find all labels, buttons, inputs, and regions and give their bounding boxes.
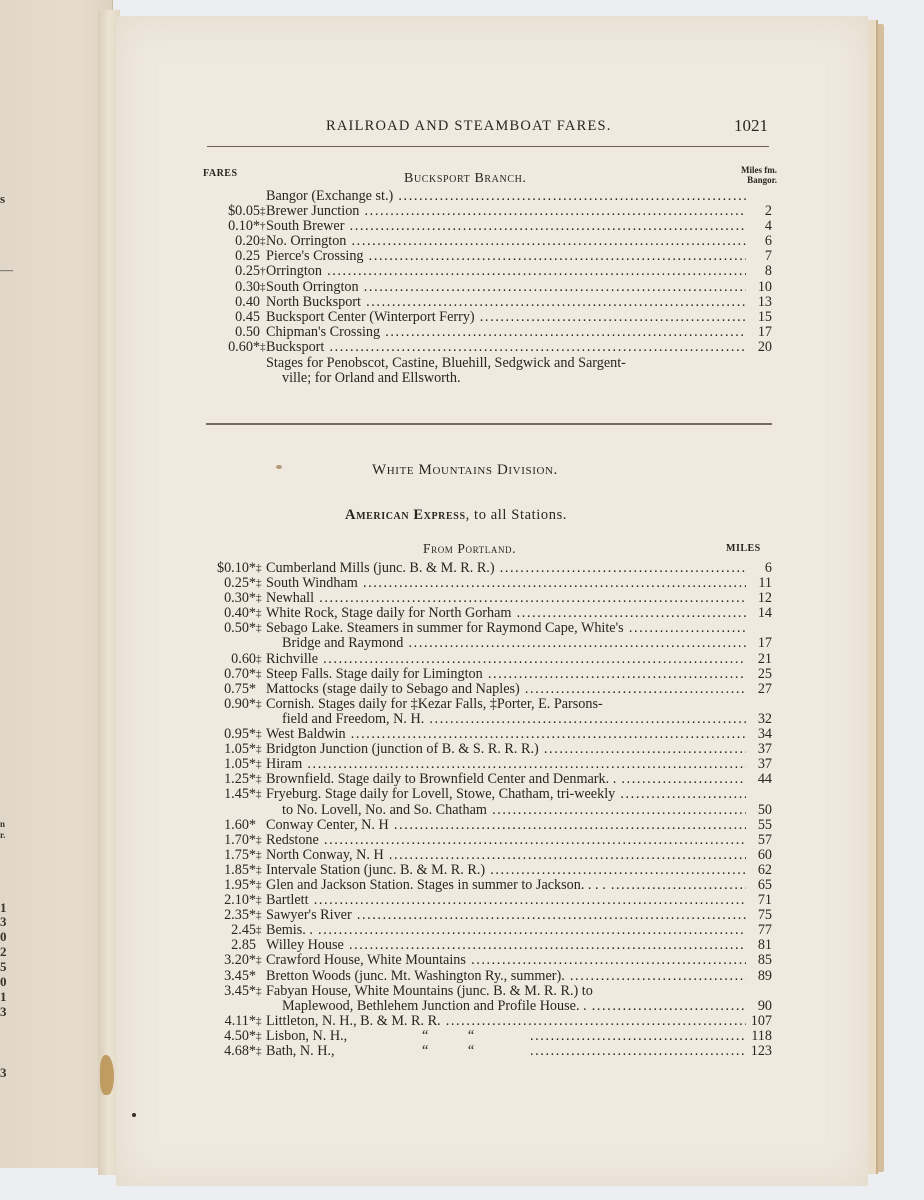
- miles-value: 118: [751, 1027, 772, 1044]
- fare-row: [200, 280, 772, 295]
- fare-amount: 4.50*: [224, 1027, 256, 1044]
- fare-row: [200, 295, 772, 310]
- fare-amount: 1.25*: [224, 771, 256, 788]
- station-name: Bridge and Raymond .....: [282, 636, 746, 651]
- station-mark: ‡: [256, 622, 262, 635]
- fare-amount: 0.40: [235, 293, 260, 310]
- miles-value: 10: [757, 278, 772, 295]
- fare-amount: 4.11*: [224, 1012, 256, 1029]
- left-page-fragment: 5: [0, 959, 7, 974]
- fare-amount: 3.45*: [224, 967, 256, 984]
- fare-row: [200, 727, 772, 742]
- station-mark: ‡: [256, 743, 262, 756]
- station-name: Mattocks (stage daily to Sebago and Naples) .....: [266, 682, 746, 697]
- miles-value: 77: [757, 922, 772, 939]
- station-name: West Baldwin .....: [266, 727, 746, 742]
- station-name: Maplewood, Bethlehem Junction and Profile House. . .....: [282, 999, 746, 1014]
- miles-value: 25: [757, 665, 772, 682]
- station-mark: †: [260, 265, 266, 278]
- station-name: Steep Falls. Stage daily for Limington .....: [266, 667, 746, 682]
- station-mark: ‡: [256, 652, 262, 665]
- miles-value: 65: [757, 876, 772, 893]
- express-detail: , to all Stations.: [465, 507, 568, 523]
- fare-amount: 0.45: [235, 308, 260, 325]
- station-mark: †: [260, 220, 266, 233]
- fare-amount: 0.60: [231, 650, 256, 667]
- miles-value: 20: [757, 338, 772, 355]
- fare-row: [200, 340, 772, 355]
- station-mark: ‡: [256, 758, 262, 771]
- miles-value: 89: [757, 967, 772, 984]
- fare-amount: 2.85: [231, 937, 256, 954]
- station-name: No. Orrington .....: [266, 234, 746, 249]
- fare-row: [200, 591, 772, 606]
- left-facing-page: [0, 0, 113, 1168]
- miles-value: 37: [757, 741, 772, 758]
- station-name: Sawyer's River .....: [266, 908, 746, 923]
- left-page-fragment: 1: [0, 900, 7, 915]
- bucksport-note: [200, 356, 772, 386]
- fare-row: [200, 984, 772, 999]
- miles-value: 57: [757, 831, 772, 848]
- ditto-marks: “ “: [422, 1043, 493, 1059]
- station-name: Crawford House, White Mountains .....: [266, 953, 746, 968]
- fare-amount: 0.60*: [228, 338, 260, 355]
- station-mark: ‡: [260, 280, 266, 293]
- bucksport-fare-table: [200, 189, 772, 355]
- fare-row: [200, 742, 772, 757]
- station-name: Richville .....: [266, 652, 746, 667]
- station-name: Redstone .....: [266, 833, 746, 848]
- station-mark: ‡: [256, 607, 262, 620]
- fare-row: [200, 606, 772, 621]
- fare-row: [200, 561, 772, 576]
- white-mountains-fare-table: [200, 561, 772, 1059]
- leader-dots: [530, 1044, 746, 1059]
- paper-speck: [132, 1113, 136, 1117]
- fare-row: [200, 803, 772, 818]
- fare-amount: 0.90*: [224, 695, 256, 712]
- miles-value: 75: [757, 907, 772, 924]
- fare-row: [200, 969, 772, 984]
- from-portland-label: From Portland.: [423, 541, 517, 556]
- station-name: South Brewer .....: [266, 219, 746, 234]
- fare-amount: 0.30*: [224, 590, 256, 607]
- station-mark: ‡: [256, 909, 262, 922]
- fare-amount: 0.75*: [224, 680, 256, 697]
- station-mark: ‡: [256, 924, 262, 937]
- miles-value: 62: [757, 861, 772, 878]
- station-name: Bucksport Center (Winterport Ferry) .....: [266, 310, 746, 325]
- miles-value: 17: [757, 635, 772, 652]
- fare-amount: 2.35*: [224, 907, 256, 924]
- station-name: Sebago Lake. Steamers in summer for Raymond Cape, White's .....: [266, 621, 746, 636]
- fare-row: [200, 878, 772, 893]
- station-name: Bangor (Exchange st.) .....: [266, 189, 746, 204]
- left-page-fragment: 0: [0, 929, 7, 944]
- fare-row: [200, 667, 772, 682]
- station-mark: ‡: [256, 1014, 262, 1027]
- fares-column-label: FARES: [203, 168, 238, 179]
- left-page-fragment: —: [0, 262, 13, 277]
- note-line: ville; for Orland and Ellsworth.: [282, 371, 461, 386]
- station-name: Lisbon, N. H.,: [266, 1028, 348, 1044]
- left-page-fragment: 3: [0, 1004, 7, 1019]
- miles-value: 15: [757, 308, 772, 325]
- station-mark: ‡: [256, 1045, 262, 1057]
- station-name: Intervale Station (junc. B. & M. R. R.) .....: [266, 863, 746, 878]
- fare-row: [200, 818, 772, 833]
- fare-row: [200, 757, 772, 772]
- station-name: Willey House .....: [266, 938, 746, 953]
- fare-row: [200, 1014, 772, 1029]
- fare-row: [200, 189, 772, 204]
- station-mark: ‡: [256, 878, 262, 891]
- fare-row: [200, 204, 772, 219]
- section-divider: [206, 423, 772, 425]
- miles-value: 7: [764, 248, 772, 265]
- fare-row: [200, 908, 772, 923]
- station-mark: ‡: [256, 1029, 262, 1042]
- miles-label-line: Bangor.: [747, 175, 777, 185]
- station-mark: ‡: [256, 667, 262, 680]
- fare-amount: 0.70*: [224, 665, 256, 682]
- miles-value: 44: [757, 771, 772, 788]
- station-name: to No. Lovell, No. and So. Chatham .....: [282, 803, 746, 818]
- miles-value: 107: [750, 1012, 772, 1029]
- station-mark: ‡: [256, 773, 262, 786]
- miles-value: 60: [757, 846, 772, 863]
- fare-row: [200, 621, 772, 636]
- station-name: Newhall .....: [266, 591, 746, 606]
- miles-value: 71: [757, 892, 772, 909]
- miles-value: 2: [764, 203, 772, 220]
- station-mark: ‡: [256, 577, 262, 590]
- station-name: Brewer Junction .....: [266, 204, 746, 219]
- fare-row: [200, 999, 772, 1014]
- fare-amount: 4.68*: [224, 1043, 256, 1059]
- miles-value: 13: [757, 293, 772, 310]
- station-name: Bretton Woods (junc. Mt. Washington Ry., summer). .....: [266, 969, 746, 984]
- station-name: South Orrington .....: [266, 280, 746, 295]
- fare-row: [200, 953, 772, 968]
- station-mark: ‡: [256, 788, 262, 801]
- fare-amount: 1.60*: [224, 816, 256, 833]
- fare-amount: 1.05*: [224, 756, 256, 773]
- fare-amount: 1.45*: [224, 786, 256, 803]
- station-mark: ‡: [256, 728, 262, 741]
- white-mountains-division-title: White Mountains Division.: [372, 462, 558, 478]
- fare-row: [200, 863, 772, 878]
- left-page-fragment: r.: [0, 830, 6, 840]
- fare-amount: 0.50*: [224, 620, 256, 637]
- fare-row: [200, 848, 772, 863]
- fare-row: [200, 576, 772, 591]
- miles-value: 17: [757, 323, 772, 340]
- station-mark: ‡: [256, 833, 262, 846]
- ditto-marks: “ “: [422, 1027, 493, 1044]
- fare-row: [200, 682, 772, 697]
- station-name: Fabyan House, White Mountains (junc. B. & M. R. R.) to: [266, 983, 593, 999]
- fare-amount: 1.95*: [224, 876, 256, 893]
- fare-amount: 2.45: [231, 922, 256, 939]
- left-page-fragment: 1: [0, 989, 7, 1004]
- fare-amount: 0.30: [235, 278, 260, 295]
- miles-column-label: MILES: [726, 543, 761, 554]
- fare-amount: 1.05*: [224, 741, 256, 758]
- paper-stain: [100, 1055, 114, 1095]
- left-page-fragment: n: [0, 819, 6, 829]
- station-name: Hiram .....: [266, 757, 746, 772]
- left-page-fragment: 0: [0, 974, 7, 989]
- miles-value: 27: [757, 680, 772, 697]
- note-line: Stages for Penobscot, Castine, Bluehill, Sedgwick and Sargent-: [266, 356, 626, 371]
- fare-row: [200, 310, 772, 325]
- station-name: Bartlett .....: [266, 893, 746, 908]
- station-name: Fryeburg. Stage daily for Lovell, Stowe, Chatham, tri-weekly .....: [266, 787, 746, 802]
- station-mark: ‡: [256, 984, 262, 997]
- fare-row: [200, 893, 772, 908]
- station-name: Glen and Jackson Station. Stages in summer to Jackson. . . . .....: [266, 878, 746, 893]
- miles-value: 4: [764, 218, 772, 235]
- fare-row: [200, 1044, 772, 1059]
- miles-value: 6: [764, 560, 772, 576]
- miles-value: 12: [757, 590, 772, 607]
- fare-row: [200, 636, 772, 651]
- station-name: Cumberland Mills (junc. B. & M. R. R.) .....: [266, 561, 746, 576]
- fare-amount: 0.95*: [224, 726, 256, 743]
- station-name: Cornish. Stages daily for ‡Kezar Falls, ‡Porter, E. Parsons-: [266, 696, 603, 712]
- fare-amount: 0.50: [235, 323, 260, 340]
- miles-value: 37: [757, 756, 772, 773]
- left-page-fragment: 3: [0, 1065, 7, 1080]
- fare-amount: $0.05: [228, 203, 260, 220]
- miles-value: 21: [757, 650, 772, 667]
- miles-value: 34: [757, 726, 772, 743]
- miles-value: 85: [757, 952, 772, 969]
- station-mark: ‡: [256, 562, 262, 574]
- paper-speck: [276, 465, 282, 469]
- station-name: North Conway, N. H .....: [266, 848, 746, 863]
- station-name: Littleton, N. H., B. & M. R. R. .....: [266, 1014, 746, 1029]
- fare-row: [200, 1029, 772, 1044]
- station-mark: ‡: [256, 697, 262, 710]
- fare-row: [200, 249, 772, 264]
- station-mark: ‡: [256, 592, 262, 605]
- fare-row: [200, 938, 772, 953]
- header-rule: [207, 146, 769, 147]
- station-name: North Bucksport .....: [266, 295, 746, 310]
- fare-amount: 0.40*: [224, 605, 256, 622]
- running-title: RAILROAD AND STEAMBOAT FARES.: [326, 118, 612, 134]
- fare-amount: 0.10*: [228, 218, 260, 235]
- miles-value: 81: [757, 937, 772, 954]
- station-mark: ‡: [260, 235, 266, 248]
- fare-row: [200, 652, 772, 667]
- miles-value: 6: [764, 233, 772, 250]
- station-name: White Rock, Stage daily for North Gorham .....: [266, 606, 746, 621]
- fare-amount: 0.25*: [224, 575, 256, 592]
- station-name: Bucksport .....: [266, 340, 746, 355]
- station-name: Bath, N. H.,: [266, 1044, 335, 1059]
- station-name: Chipman's Crossing .....: [266, 325, 746, 340]
- miles-label-line: Miles fm.: [741, 165, 777, 175]
- station-name: Conway Center, N. H .....: [266, 818, 746, 833]
- miles-from-bangor-label: [720, 165, 777, 185]
- fare-amount: 2.10*: [224, 892, 256, 909]
- miles-value: 55: [757, 816, 772, 833]
- fare-row: [200, 833, 772, 848]
- bucksport-branch-title: Bucksport Branch.: [404, 171, 527, 186]
- fare-row: [200, 712, 772, 727]
- fare-amount: 3.45*: [224, 982, 256, 999]
- leader-dots: [530, 1029, 746, 1044]
- station-name: Brownfield. Stage daily to Brownfield Center and Denmark. . .....: [266, 772, 746, 787]
- station-mark: ‡: [260, 205, 266, 218]
- miles-value: 8: [764, 263, 772, 280]
- station-mark: ‡: [256, 863, 262, 876]
- left-page-fragment: 3: [0, 914, 7, 929]
- fare-amount: 1.75*: [224, 846, 256, 863]
- station-name: Bemis. . .....: [266, 923, 746, 938]
- fare-amount: 0.20: [235, 233, 260, 250]
- fare-amount: 1.70*: [224, 831, 256, 848]
- fare-amount: 1.85*: [224, 861, 256, 878]
- miles-value: 14: [757, 605, 772, 622]
- left-page-fragment: 2: [0, 944, 7, 959]
- fare-row: [200, 264, 772, 279]
- station-mark: ‡: [256, 894, 262, 907]
- miles-value: 123: [750, 1043, 772, 1059]
- fare-row: [200, 787, 772, 802]
- station-name: Orrington .....: [266, 264, 746, 279]
- miles-value: 90: [757, 997, 772, 1014]
- miles-value: 50: [757, 801, 772, 818]
- express-company: American Express: [345, 507, 466, 523]
- page-number: 1021: [734, 116, 768, 135]
- station-name: field and Freedom, N. H. .....: [282, 712, 746, 727]
- fare-amount: $0.10*: [216, 560, 256, 576]
- fare-row: [200, 697, 772, 712]
- station-mark: ‡: [256, 954, 262, 967]
- fare-row: [200, 923, 772, 938]
- station-mark: ‡: [260, 340, 266, 353]
- fare-amount: 0.25: [235, 248, 260, 265]
- station-mark: ‡: [256, 848, 262, 861]
- fare-row: [200, 325, 772, 340]
- fare-amount: 0.25: [235, 263, 260, 280]
- station-name: Bridgton Junction (junction of B. & S. R. R. R.) .....: [266, 742, 746, 757]
- express-line: [345, 507, 567, 524]
- left-page-fragment: s: [0, 191, 6, 206]
- fare-row: [200, 219, 772, 234]
- station-name: South Windham .....: [266, 576, 746, 591]
- fare-amount: 3.20*: [224, 952, 256, 969]
- miles-value: 11: [758, 575, 772, 592]
- station-name: Pierce's Crossing .....: [266, 249, 746, 264]
- fare-row: [200, 772, 772, 787]
- miles-value: 32: [757, 710, 772, 727]
- fare-row: [200, 234, 772, 249]
